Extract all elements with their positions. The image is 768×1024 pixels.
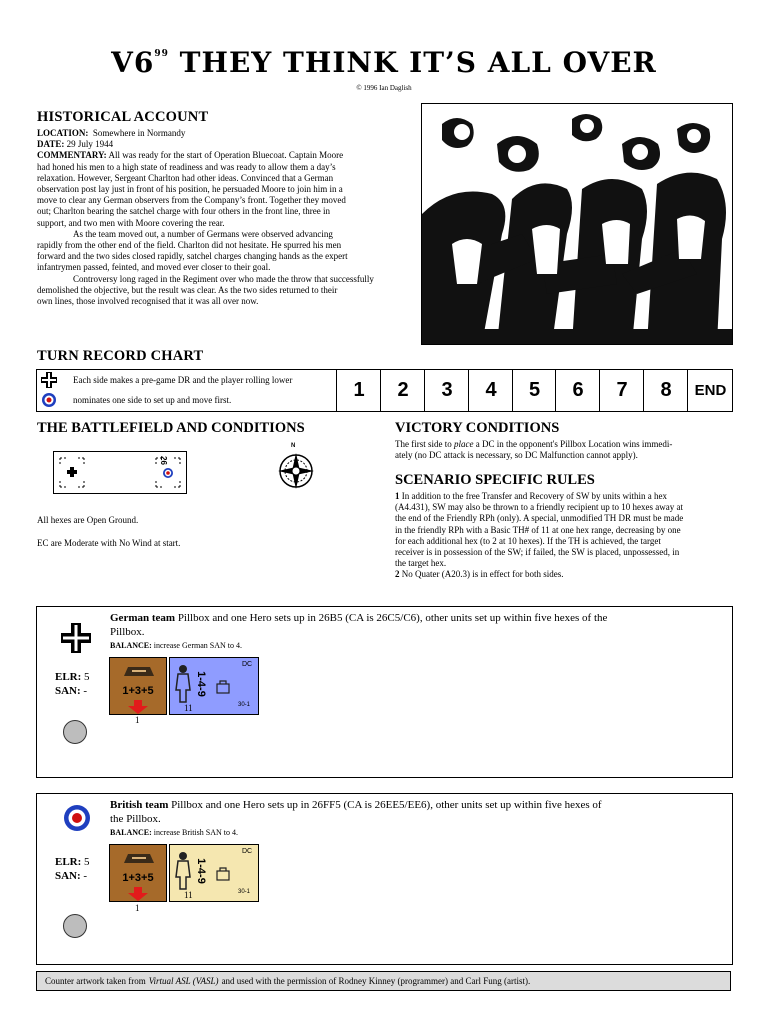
compass-rose-icon: [274, 446, 318, 492]
british-san-label: SAN:: [55, 870, 81, 882]
satchel-charge-icon: [216, 867, 230, 881]
german-balance-label: BALANCE:: [110, 641, 152, 650]
british-pillbox-value: 1+3+5: [122, 872, 154, 884]
british-squad-count: 11: [184, 890, 193, 900]
german-elr-value: 5: [84, 671, 90, 683]
german-elr-label: ELR:: [55, 671, 82, 683]
british-marker-circle: [63, 914, 87, 938]
red-arrow-icon: [128, 887, 148, 901]
ssr-line: for each additional hex (to 2 at 10 hexes). If the TH is achieved, the target: [395, 535, 661, 546]
turn-end-cell: END: [687, 370, 733, 411]
location-value: Somewhere in Normandy: [92, 128, 186, 138]
ssr-line: in the friendly RPh with a Basic TH# of 11 at one hex range, decreasing by one: [395, 524, 681, 535]
commentary-line: infantrymen passed, feinted, and moved ever closer to their goal.: [37, 262, 271, 273]
british-setup-line1: Pillbox and one Hero sets up in 26FF5 (CA is 26EE5/EE6), other units set up within five hexes of: [168, 799, 602, 811]
british-squad-counter: [169, 844, 259, 902]
commentary-label: COMMENTARY:: [37, 150, 107, 161]
credits-pre: Counter artwork taken from: [45, 976, 146, 986]
credits-italic: Virtual ASL (VASL): [148, 976, 219, 986]
turn-cell: 8: [643, 370, 688, 411]
turn-cell: 4: [468, 370, 513, 411]
location-label: LOCATION:: [37, 128, 89, 138]
scenario-title: [0, 46, 768, 79]
british-balance-text: increase British SAN to 4.: [153, 828, 238, 837]
british-pillbox-counter: [109, 844, 167, 902]
ssr-line: (A4.431), SW may also be thrown to a friendly recipient up to 10 hexes away at: [395, 502, 684, 513]
german-team-label: German team: [110, 612, 176, 624]
turn-cell: 1: [336, 370, 381, 411]
german-squad-counter: [169, 657, 259, 715]
historical-account: [37, 128, 407, 307]
credits-post: and used with the permission of Rodney Kinney (programmer) and Carl Fung (artist).: [221, 976, 531, 986]
commentary-line: had honed his men to a high state of readiness and was ready to allow them a day’s: [37, 161, 336, 172]
turn-record-chart: [36, 369, 733, 412]
commentary-line: As the team moved out, a number of Germans were observed advancing: [73, 228, 333, 239]
german-setup-box: [36, 606, 733, 778]
trc-note-line2: nominates one side to set up and move first.: [73, 395, 232, 405]
british-elr-value: 5: [84, 856, 90, 868]
ssr-rule2: No Quater (A20.3) is in effect for both sides.: [401, 569, 564, 580]
commentary-line: move to clear any German observers from the Company’s front. Together they moved: [37, 195, 346, 206]
british-setup-text: [110, 798, 725, 826]
british-team-label: British team: [110, 799, 169, 811]
german-setup-text: [110, 611, 725, 639]
german-squad-value: 1-4-9: [194, 671, 207, 697]
red-arrow-icon: [128, 700, 148, 714]
victory-line2: ately (no DC attack is necessary, so DC Malfunction cannot apply).: [395, 450, 638, 461]
british-balance: [110, 828, 238, 837]
turn-record-heading: TURN RECORD CHART: [37, 348, 204, 364]
credits-footer: [36, 971, 731, 991]
british-roundel-icon: [63, 804, 91, 832]
board-layout: [53, 451, 187, 494]
historical-photo: [421, 103, 733, 345]
british-elr-san: [55, 855, 90, 883]
german-dc-label: DC: [242, 661, 253, 668]
soldier-icon: [174, 851, 192, 891]
ssr-line: receiver is in possession of the SW; if failed, the SW is placed, unpossessed, in: [395, 547, 680, 558]
german-squad-count: 11: [184, 703, 193, 713]
turn-cell: 5: [512, 370, 556, 411]
british-san-value: -: [83, 870, 88, 882]
scenario-name: THEY THINK IT’S ALL OVER: [179, 46, 657, 79]
commentary-line: All was ready for the start of Operation Bluecoat. Captain Moore: [108, 150, 344, 161]
german-cross-icon: [61, 623, 91, 653]
british-pillbox-count: 1: [135, 903, 140, 913]
commentary-line: own lines, those involved recognised that it was all over now.: [37, 296, 259, 307]
pillbox-icon: [122, 851, 156, 865]
commentary-line: support, and two men with Moore covering the rear.: [37, 217, 225, 228]
trc-note-line1: Each side makes a pre-game DR and the player rolling lower: [73, 375, 293, 385]
turn-cell: 3: [424, 370, 469, 411]
historical-heading: HISTORICAL ACCOUNT: [37, 109, 209, 125]
ssr-heading: SCENARIO SPECIFIC RULES: [395, 472, 595, 488]
date-label: DATE:: [37, 139, 65, 150]
commentary-line: forward and the two sides closed rapidly, satchel charges changing hands as the expert: [37, 251, 348, 262]
german-elr-san: [55, 670, 90, 698]
ssr-text: [395, 491, 735, 581]
commentary-line: rapidly from the other end of the field. Charlton did not hesitate. He spurred his men: [37, 240, 342, 251]
british-balance-label: BALANCE:: [110, 828, 152, 837]
german-setup-line1: Pillbox and one Hero sets up in 26B5 (CA is 26C5/C6), other units set up within five hexes of the: [175, 612, 608, 624]
battlefield-heading: THE BATTLEFIELD AND CONDITIONS: [37, 420, 305, 436]
victory-text: [395, 439, 735, 461]
ssr-rule1-number: 1: [395, 491, 400, 501]
british-dc-label: DC: [242, 848, 253, 855]
turn-cell: 7: [599, 370, 644, 411]
german-san-label: SAN:: [55, 685, 81, 697]
victory-line1-italic: place: [454, 439, 474, 449]
board-number: 26: [159, 456, 168, 465]
british-dc-value: 30-1: [238, 889, 251, 895]
commentary-line: demolished the objective, but the result was clear. As the two sides returned to their: [37, 284, 338, 295]
german-pillbox-value: 1+3+5: [122, 685, 154, 697]
ssr-rule2-number: 2: [395, 569, 400, 580]
german-cross-icon: [41, 372, 57, 388]
compass-north-label: N: [291, 443, 296, 449]
ssr-line: the end of the Friendly RPh (only). A special, unmodified TH DR must be made: [395, 513, 684, 524]
german-pillbox-counter: [109, 657, 167, 715]
german-pillbox-count: 1: [135, 715, 140, 725]
british-setup-box: [36, 793, 733, 965]
victory-line1-pre: The first side to: [395, 439, 454, 449]
german-balance-text: increase German SAN to 4.: [153, 641, 242, 650]
victory-heading: VICTORY CONDITIONS: [395, 420, 560, 436]
pillbox-icon: [122, 664, 156, 678]
turn-cell: 6: [555, 370, 600, 411]
british-setup-line2: the Pillbox.: [110, 813, 161, 825]
ssr-line: the target hex.: [395, 558, 447, 569]
scenario-id: V6: [111, 46, 155, 79]
open-ground-note: All hexes are Open Ground.: [37, 515, 139, 525]
german-dc-value: 30-1: [238, 702, 251, 708]
ec-note: EC are Moderate with No Wind at start.: [37, 538, 181, 548]
british-squad-value: 1-4-9: [194, 858, 207, 884]
commentary-line: Controversy long raged in the Regiment over who made the throw that successfully: [73, 273, 374, 284]
german-balance: [110, 641, 242, 650]
british-elr-label: ELR:: [55, 856, 82, 868]
soldier-icon: [174, 664, 192, 704]
date-value: 29 July 1944: [66, 139, 114, 150]
commentary-line: observation post lay just in front of his position, he persuaded Moore to join him in a: [37, 184, 343, 195]
copyright: © 1996 Ian Daglish: [356, 84, 412, 92]
turn-cell: 2: [380, 370, 425, 411]
british-roundel-icon: [41, 392, 57, 408]
commentary-line: out; Charlton bearing the satchel charge with four others in the front line, three in: [37, 206, 330, 217]
victory-line1-post: a DC in the opponent's Pillbox Location wins immedi-: [473, 439, 673, 449]
german-san-value: -: [83, 685, 88, 697]
scenario-sup: 99: [154, 48, 169, 59]
ssr-line: In addition to the free Transfer and Recovery of SW by units within a hex: [401, 491, 668, 501]
commentary-line: relaxation. However, Sergeant Charlton had other ideas. Convinced that a German: [37, 172, 334, 183]
german-setup-line2: Pillbox.: [110, 626, 145, 638]
german-marker-circle: [63, 720, 87, 744]
satchel-charge-icon: [216, 680, 230, 694]
